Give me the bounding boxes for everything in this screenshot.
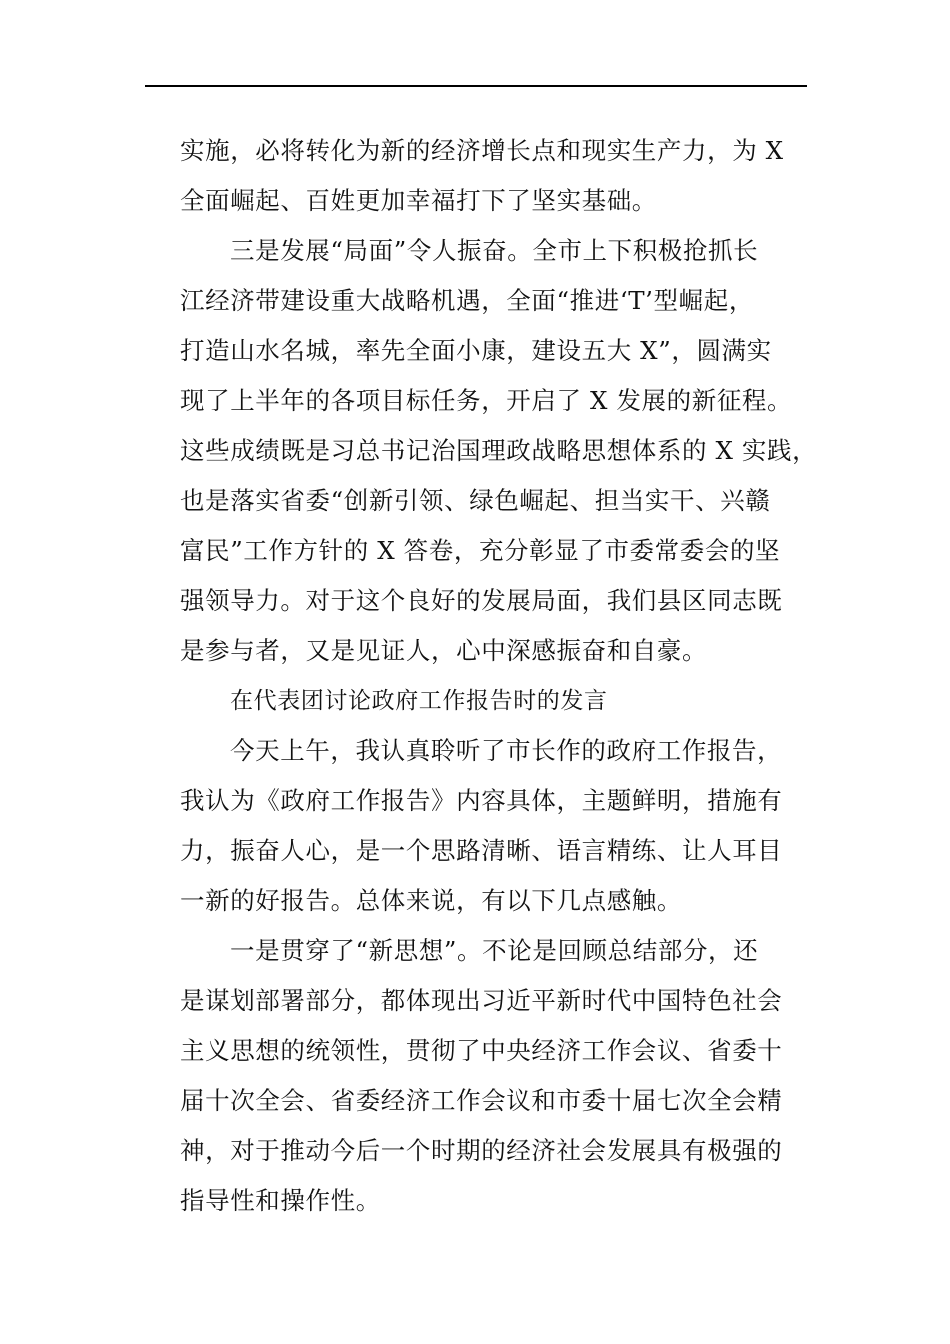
text-line: 一是贯穿了“新思想”。不论是回顾总结部分，还 (230, 936, 759, 965)
text-line: 也是落实省委“创新引领、绿色崛起、担当实干、兴赣 (180, 486, 771, 515)
text-line: 是谋划部署部分，都体现出习近平新时代中国特色社会 (180, 986, 783, 1015)
text-line: 打造山水名城，率先全面小康，建设五大 X”，圆满实 (180, 336, 772, 365)
header-rule (145, 85, 807, 87)
text-line: 神，对于推动今后一个时期的经济社会发展具有极强的 (180, 1136, 783, 1165)
text-line: 江经济带建设重大战略机遇，全面“推进‘T’型崛起， (180, 286, 754, 315)
text-line: 强领导力。对于这个良好的发展局面，我们县区同志既 (180, 586, 783, 615)
text-line: 全面崛起、百姓更加幸福打下了坚实基础。 (180, 186, 657, 215)
text-line: 届十次全会、省委经济工作会议和市委十届七次全会精 (180, 1086, 783, 1115)
text-line: 是参与者，又是见证人，心中深感振奋和自豪。 (180, 636, 708, 665)
text-line: 现了上半年的各项目标任务，开启了 X 发展的新征程。 (180, 386, 793, 415)
text-line: 一新的好报告。总体来说，有以下几点感触。 (180, 886, 682, 915)
text-line: 这些成绩既是习总书记治国理政战略思想体系的 X 实践， (180, 436, 818, 465)
text-line: 我认为《政府工作报告》内容具体，主题鲜明，措施有 (180, 786, 783, 815)
text-line: 力，振奋人心，是一个思路清晰、语言精练、让人耳目 (180, 836, 783, 865)
text-line: 指导性和操作性。 (180, 1186, 381, 1215)
text-line: 富民”工作方针的 X 答卷，充分彰显了市委常委会的坚 (180, 536, 781, 565)
section-heading: 在代表团讨论政府工作报告时的发言 (230, 688, 608, 714)
text-line: 三是发展“局面”令人振奋。全市上下积极抢抓长 (230, 236, 759, 265)
text-line: 今天上午，我认真聆听了市长作的政府工作报告， (230, 736, 783, 765)
text-line: 主义思想的统领性，贯彻了中央经济工作会议、省委十 (180, 1036, 783, 1065)
text-line: 实施，必将转化为新的经济增长点和现实生产力，为 X (180, 136, 784, 165)
